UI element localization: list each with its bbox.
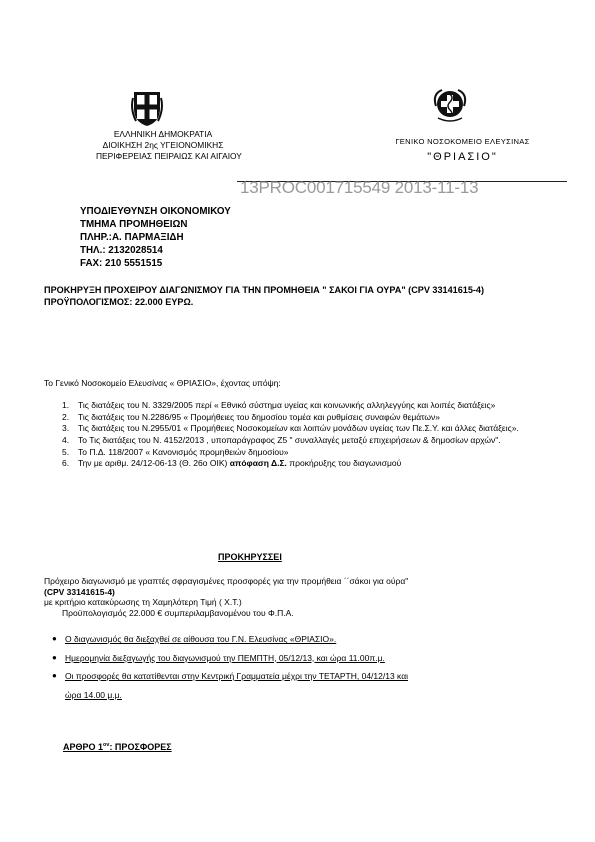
item-text: Ημερομηνία διεξαγωγής του διαγωνισμού την ΠΕΜΠΤΗ, 05/12/13, και ώρα 11.00π.μ. (65, 652, 385, 663)
item-number: 6. (62, 458, 70, 469)
tender-cpv: (CPV 33141615-4) (44, 586, 115, 597)
hospital-block (355, 137, 570, 163)
hospital-logo-icon (430, 86, 470, 124)
item-text: Το Τις διατάξεις του Ν. 4152/2013 , υποπαράγραφος Ζ5 " συναλλαγές μεταξύ επιχειρήσεων & δημοσίων αρχών". (78, 435, 501, 446)
announcement-budget: ΠΡΟΫΠΟΛΟΓΙΣΜΟΣ: 22.000 ΕΥΡΩ. (44, 296, 194, 307)
bullet-icon: ● (52, 652, 57, 662)
intro-text: Το Γενικό Νοσοκομείο Ελευσίνας « ΘΡΙΑΣΙΟ», έχοντας υπόψη: (44, 378, 281, 388)
item-text-continuation: ώρα 14.00 μ.μ. (65, 689, 122, 700)
conditions-list (44, 400, 564, 470)
item-number: 1. (62, 400, 70, 410)
announcement-heading (44, 285, 564, 309)
protocol-stamp: 13PROC001715549 2013-11-13 (240, 178, 479, 197)
item-text: Οι προσφορές θα κατατίθενται στην Κεντρική Γραμματεία μέχρι την ΤΕΤΑΡΤΗ, 04/12/13 και (65, 671, 408, 681)
hospital-nickname: "ΘΡΙΑΣΙΟ" (427, 151, 498, 163)
tender-description (44, 576, 564, 618)
tender-line: Προϋπολογισμός 22.000 € συμπεριλαμβανομένου του Φ.Π.Α. (62, 607, 294, 618)
bullet-icon: ● (52, 671, 57, 680)
item-bold-text: απόφαση Δ.Σ. (229, 458, 287, 469)
item-number: 2. (62, 411, 70, 422)
item-number: 4. (62, 435, 70, 446)
department-line: ΤΗΛ.: 2132028514 (80, 245, 163, 256)
department-line: FAX: 210 5551515 (80, 258, 163, 269)
greek-coat-of-arms-icon (130, 89, 164, 127)
list-item (44, 400, 564, 411)
issuer-line: ΔΙΟΙΚΗΣΗ 2ης ΥΓΕΙΟΝΟΜΙΚΗΣ (102, 140, 224, 150)
list-item (44, 649, 564, 668)
issuer-line: ΕΛΛΗΝΙΚΗ ΔΗΜΟΚΡΑΤΙΑ (113, 129, 213, 139)
issuer-block (96, 129, 242, 162)
list-item (44, 458, 564, 469)
list-item (44, 435, 564, 446)
department-info (80, 205, 231, 270)
list-item (44, 423, 564, 434)
article-superscript: ον (103, 742, 110, 748)
item-text: Την με αριθμ. 24/12-06-13 (Θ. 26ο ΟΙΚ) (78, 458, 228, 469)
item-text: Το Π.Δ. 118/2007 « Κανονισμός προμηθειών δημοσίου» (78, 446, 289, 457)
tender-line: Πρόχειρο διαγωνισμό με γραπτές σφραγισμένες προσφορές για την προμήθεια ΄΄σάκοι για ούρα" (44, 576, 409, 586)
proclaims-heading: ΠΡΟΚΗΡΥΣΣΕΙ (218, 552, 282, 562)
item-number: 3. (62, 423, 70, 434)
item-number: 5. (62, 446, 70, 457)
item-text: προκήρυξης του διαγωνισμού (286, 458, 402, 469)
announcement-title: ΠΡΟΚΗΡΥΞΗ ΠΡΟΧΕΙΡΟΥ ΔΙΑΓΩΝΙΣΜΟΥ ΓΙΑ ΤΗΝ ΠΡΟΜΗΘΕΙΑ " ΣΑΚΟΙ ΓΙΑ ΟΥΡΑ" (CPV 33141615-4) (44, 285, 484, 295)
list-item (44, 412, 564, 423)
article-prefix: ΑΡΘΡΟ 1 (63, 742, 104, 752)
department-line: ΠΛΗΡ.:Α. ΠΑΡΜΑΞΙΔΗ (80, 232, 184, 243)
item-text: Τις διατάξεις του Ν. 3329/2005 περί « Εθνικό σύστημα υγείας και κοινωνικής αλληλεγγύης και λοιπές διατάξεις» (78, 400, 496, 410)
article-heading (63, 742, 172, 752)
bullet-icon: ● (52, 634, 57, 643)
list-item (44, 667, 564, 704)
list-item (44, 630, 564, 649)
department-line: ΤΜΗΜΑ ΠΡΟΜΗΘΕΙΩΝ (80, 219, 188, 230)
article-suffix: : ΠΡΟΣΦΟΡΕΣ (109, 742, 172, 752)
item-text: Τις διατάξεις του Ν.2286/95 « Προμήθειες του δημοσίου τομέα και ρυθμίσεις συναφών θεμάτων» (78, 411, 441, 422)
tender-line: με κριτήριο κατακύρωσης τη Χαμηλότερη Τιμή ( Χ.Τ.) (44, 597, 242, 608)
item-text: Ο διαγωνισμός θα διεξαχθεί σε αίθουσα του Γ.Ν. Ελευσίνας «ΘΡΙΑΣΙΟ». (65, 634, 337, 644)
department-line: ΥΠΟΔΙΕΥΘΥΝΣΗ ΟΙΚΟΝΟΜΙΚΟΥ (80, 206, 231, 217)
item-text: Τις διατάξεις του Ν.2955/01 « Προμήθειες Νοσοκομείων και λοιπών μονάδων υγείας των Πε.Σ.Υ. και άλλες διατάξεις». (78, 423, 519, 434)
issuer-line: ΠΕΡΙΦΕΡΕΙΑΣ ΠΕΙΡΑΙΩΣ ΚΑΙ ΑΙΓΑΙΟΥ (96, 151, 242, 161)
tender-details-list (44, 630, 564, 704)
list-item (44, 447, 564, 458)
hospital-name: ΓΕΝΙΚΟ ΝΟΣΟΚΟΜΕΙΟ ΕΛΕΥΣΙΝΑΣ (395, 137, 530, 146)
